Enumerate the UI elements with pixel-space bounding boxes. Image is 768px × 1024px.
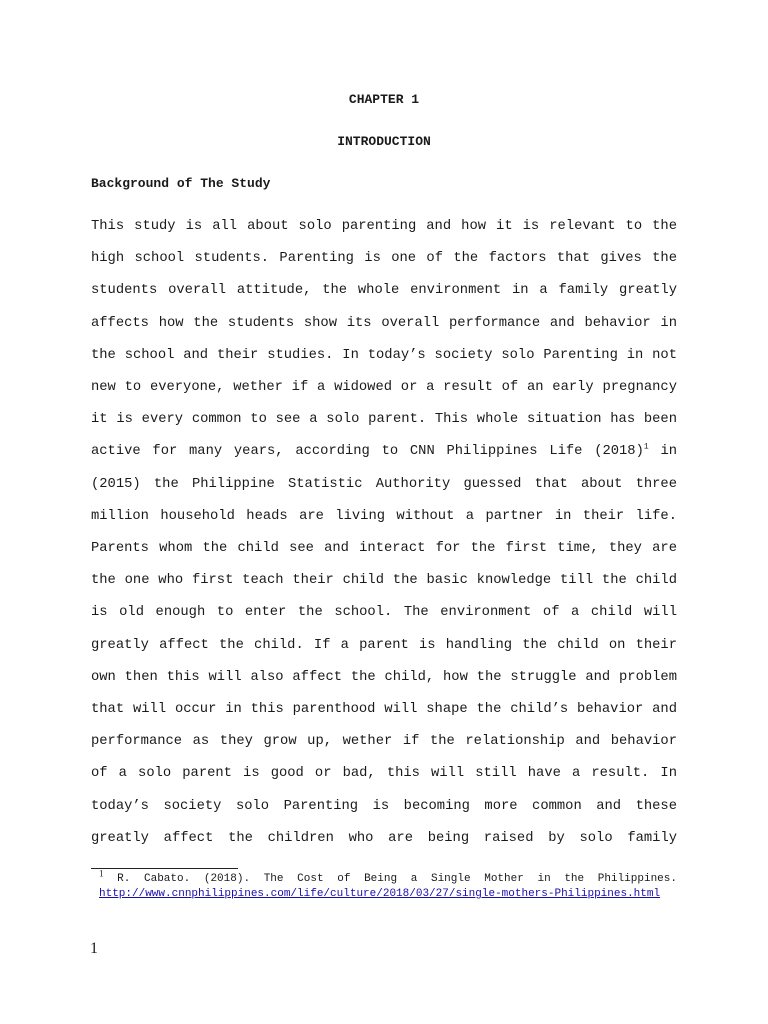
body-line: greatly affect the child. If a parent is handling the child on their (91, 637, 677, 653)
body-line-with-footnote-ref (91, 436, 677, 468)
footnote-citation (99, 868, 677, 887)
body-line: today’s society solo Parenting is becoming more common and these (91, 798, 677, 814)
body-line: is old enough to enter the school. The environment of a child will (91, 605, 677, 621)
chapter-heading: CHAPTER 1 (348, 92, 420, 107)
body-line: affects how the students show its overall performance and behavior in (91, 315, 677, 331)
footnote-link-line (99, 887, 677, 902)
body-line: greatly affect the children who are being raised by solo family (91, 830, 677, 846)
body-line: the school and their studies. In today’s society solo Parenting in not (91, 347, 677, 363)
body-line-tail: in (648, 444, 677, 460)
body-line: of a solo parent is good or bad, this will still have a result. In (91, 766, 677, 782)
footnote-text: R. Cabato. (2018). The Cost of Being a Single Mother in the Philippines. (103, 873, 677, 885)
body-paragraph (91, 211, 677, 855)
body-line-text: active for many years, according to CNN Philippines Life (2018) (91, 444, 644, 460)
body-line: (2015) the Philippine Statistic Authority guessed that about three (91, 476, 677, 492)
footnote (99, 868, 677, 902)
body-line: students overall attitude, the whole environment in a family greatly (91, 283, 677, 299)
footnote-link[interactable]: http://www.cnnphilippines.com/life/culture/2018/03/27/single-mothers-Philippines.html (99, 888, 661, 900)
section-heading: Background of The Study (91, 176, 271, 191)
body-line: high school students. Parenting is one of the factors that gives the (91, 251, 677, 267)
body-line: it is every common to see a solo parent. This whole situation has been (91, 412, 677, 428)
footnote-separator (91, 868, 238, 869)
footnote-marker: 1 (99, 868, 104, 879)
body-line: million household heads are living without a partner in their life. (91, 508, 677, 524)
body-line: new to everyone, wether if a widowed or a result of an early pregnancy (91, 380, 677, 396)
body-line: performance as they grow up, wether if the relationship and behavior (91, 734, 677, 750)
body-line: This study is all about solo parenting and how it is relevant to the (91, 219, 677, 234)
introduction-heading: INTRODUCTION (337, 134, 431, 149)
body-line: the one who first teach their child the basic knowledge till the child (91, 573, 677, 589)
body-line: own then this will also affect the child, how the struggle and problem (91, 669, 677, 685)
body-line: that will occur in this parenthood will shape the child’s behavior and (91, 702, 677, 718)
page-number: 1 (90, 940, 98, 957)
body-line: Parents whom the child see and interact for the first time, they are (91, 541, 677, 557)
footnote-reference[interactable]: 1 (643, 442, 649, 452)
